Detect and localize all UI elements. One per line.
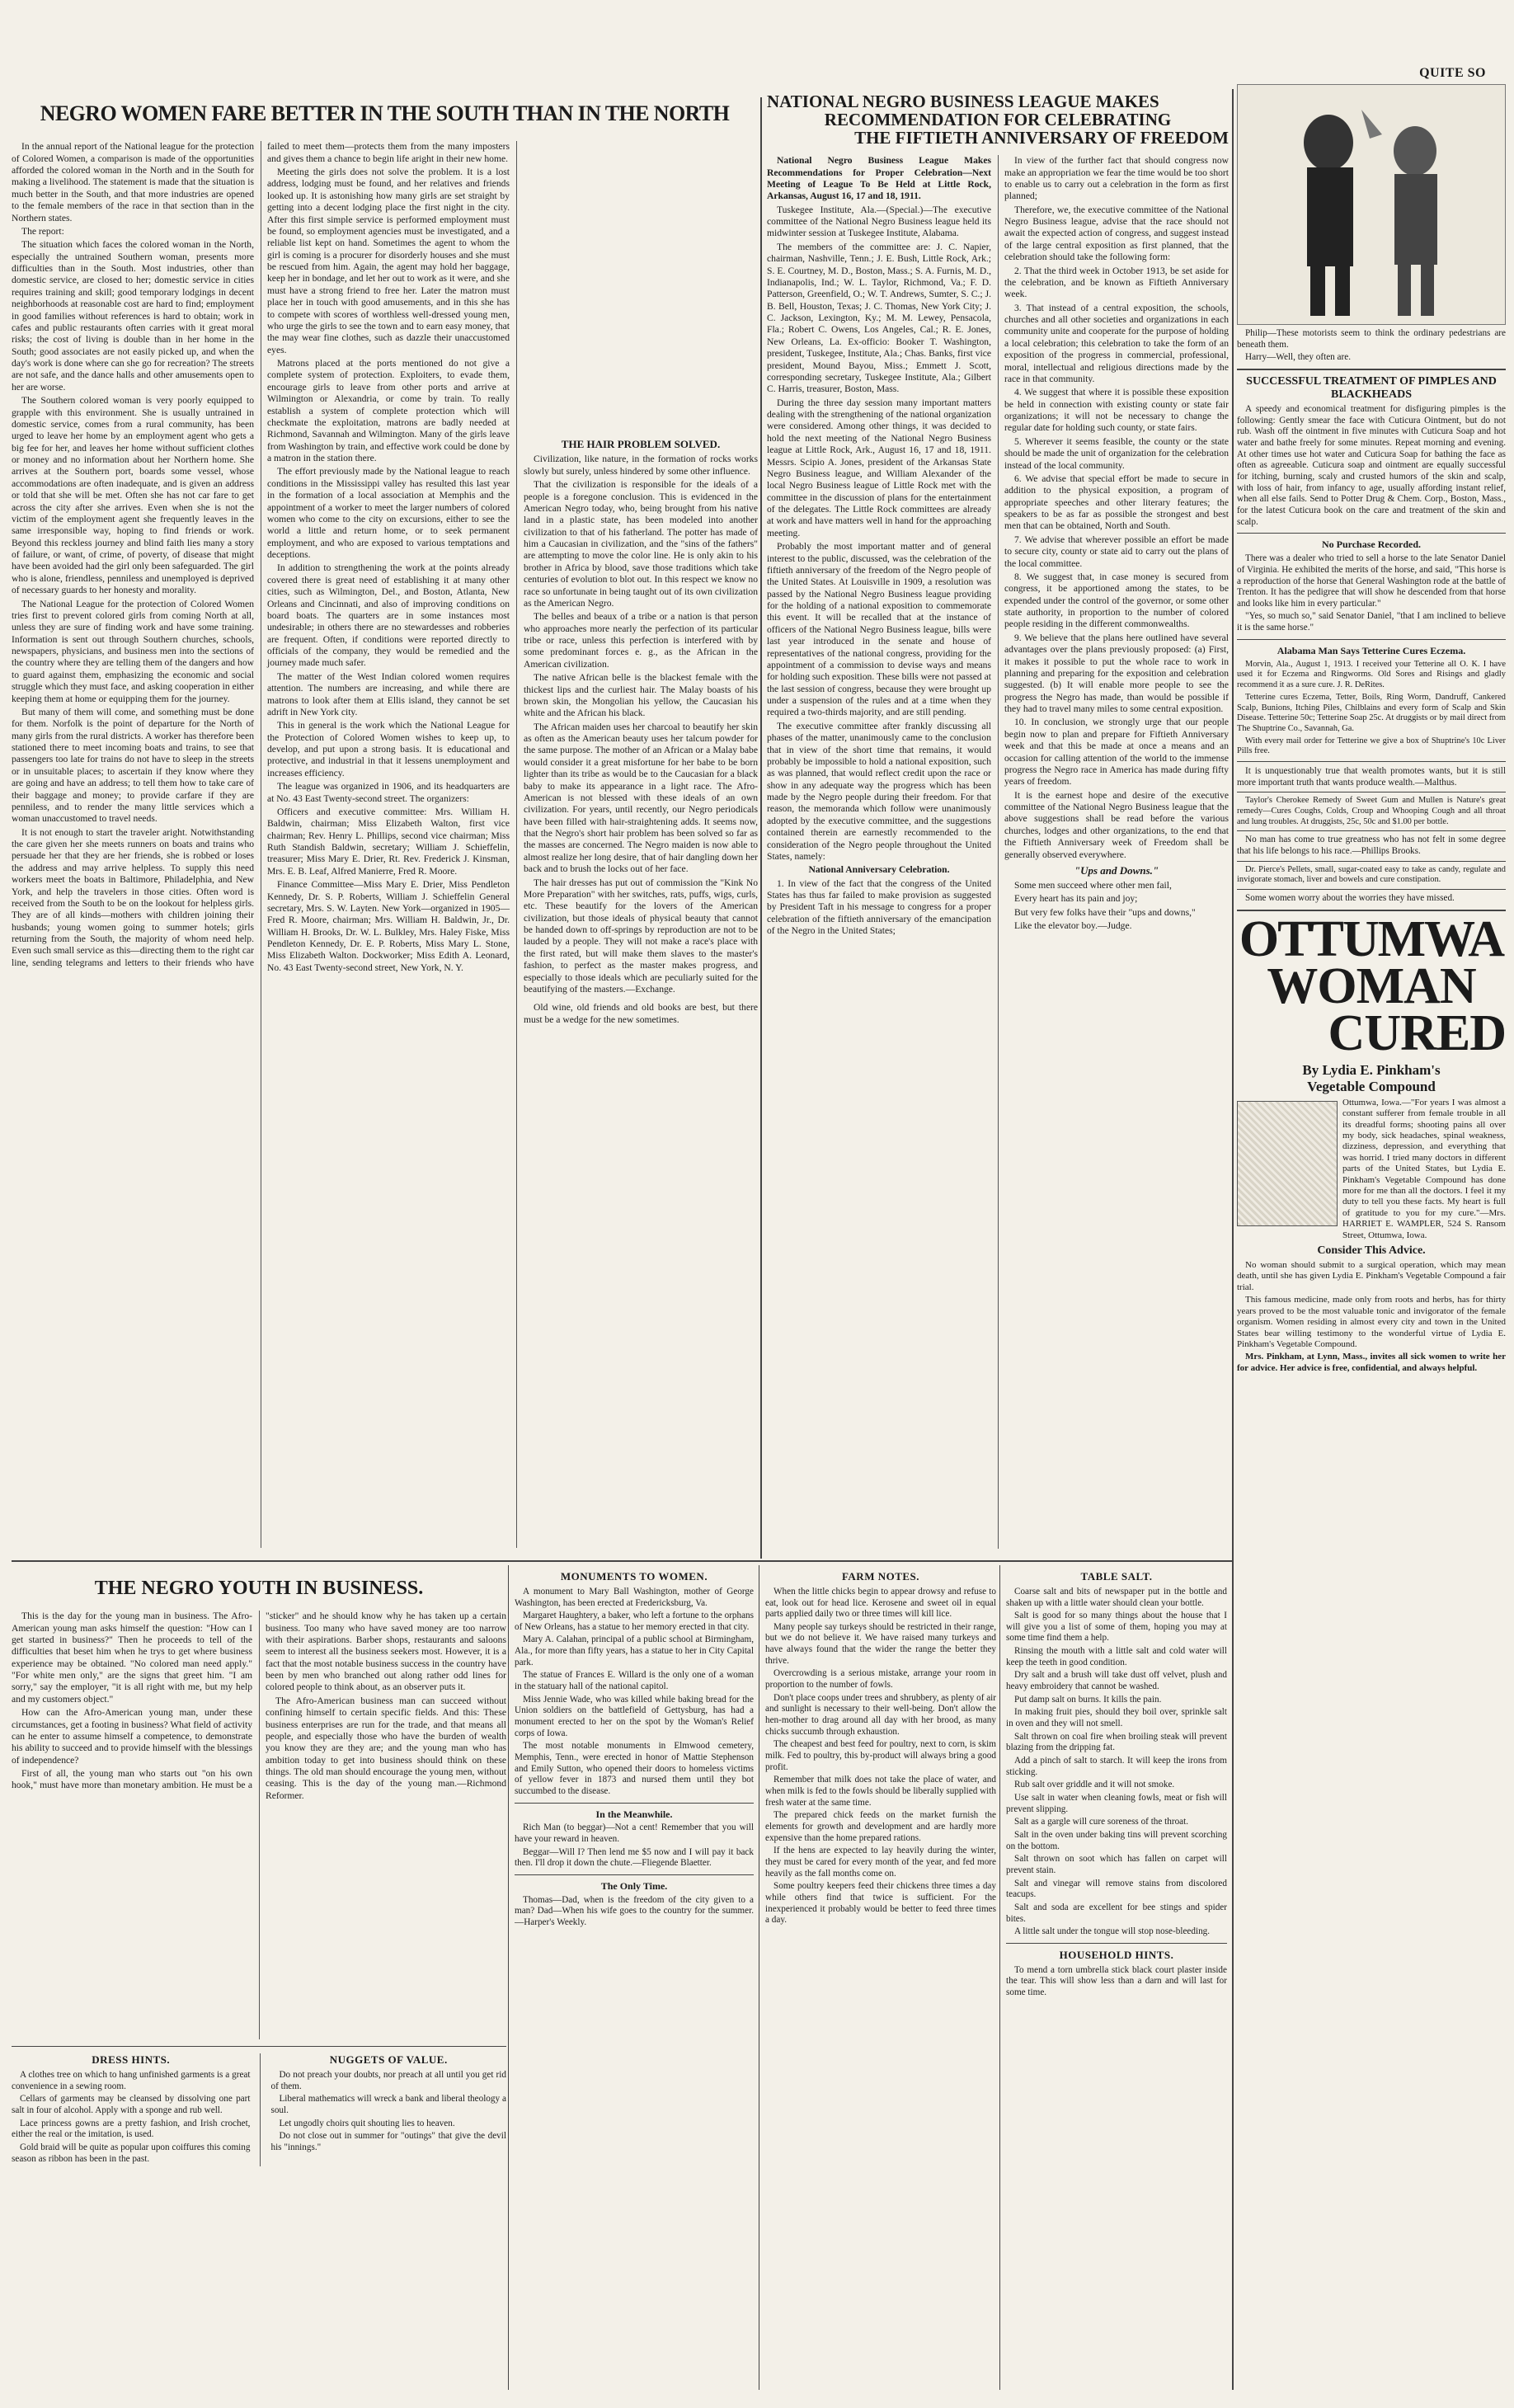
- farm-notes-column: [765, 1570, 996, 2387]
- ups-downs-title: "Ups and Downs.": [1074, 863, 1159, 877]
- ottumwa-body: Ottumwa, Iowa.—"For years I was almost a constant sufferer from female trouble in all its dreadful forms; shooting pains all over my body, sick headaches, spinal weakness, dizziness, depression, and everything that was horrid. I tried many doctors in different parts of the United States, but Lydia E. Pinkham's Vegetable Compound has done more for me than all the doctors. I feel it my duty to tell you these facts. My heart is full of gratitude to you for my cure."—Mrs. HARRIET E. WAMPLER, 524 S. Ransom Street, Ottumwa, Iowa.: [1342, 1097, 1506, 1240]
- paragraph: The matter of the West Indian colored women requires attention. The numbers are increasing, and while there are matrons to look after them at Ellis island, they cannot be set adrift in New York city.: [267, 670, 510, 717]
- paragraph: Salt and vinegar will remove stains from discolored teacups.: [1006, 1878, 1227, 1900]
- consider-title: Consider This Advice.: [1317, 1244, 1426, 1258]
- paragraph: Let ungodly choirs quit shouting lies to heaven.: [279, 2118, 455, 2128]
- paragraph: Rinsing the mouth with a little salt and cold water will keep the teeth in good condition.: [1006, 1646, 1227, 1667]
- article-women-body: [12, 141, 510, 1548]
- paragraph: Officers and executive committee: Mrs. William H. Baldwin, chairman; Miss Elizabeth Walton, first vice chairman; Rev. Henry L. Phillips, second vice chairman; Miss Ruth Standish Baldwin, secretary; William J. Schieffelin, treasurer; Miss Mary E. Drier, Rt. Rev. Frederick J. Kinsman, Mrs. E. B. Leaf, Alfred Manierre, Fred R. Moore.: [267, 806, 510, 877]
- paragraph: This is the day for the young man in business. The Afro-American young man asks himself the question: "How can I get started in business?" Then he proceeds to tell of the difficulties that beset him when he trys to get where business experience may be obtained. "No colored man need apply." "For white men only," are the signs that greet him. "I am sorry," say the employer, "it is all right with me, but my help and my customers object.": [12, 1611, 252, 1705]
- article-women-headline: NEGRO WOMEN FARE BETTER IN THE SOUTH THAN IN THE NORTH: [40, 101, 730, 125]
- tetterine-body: [1237, 660, 1506, 757]
- column-rule: [508, 1565, 509, 2390]
- paragraph: Salt as a gargle will cure soreness of the throat.: [1014, 1817, 1189, 1827]
- paragraph: Remember that milk does not take the place of water, and when milk is fed to the fowls should be liberally supplied with fresh water at the same time.: [765, 1775, 996, 1808]
- paragraph: 4. We suggest that where it is possible these exposition be held in connection with existing county or state fair organizations; it will not be necessary to change the regular date for holding such county, or state fairs.: [1004, 387, 1229, 434]
- paragraph: The most notable monuments in Elmwood cemetery, Memphis, Tenn., were erected in honor of Mattie Stephenson and Emily Sutton, who opened their doors to homeless victims of yellow fever in 1873 and nursed them until they bot succumbed to the disease.: [515, 1741, 754, 1797]
- hair-article: [524, 141, 758, 1548]
- section-rule: [12, 1560, 1232, 1562]
- ottumwa-line2: WOMAN: [1267, 957, 1476, 1014]
- paragraph: Tuskegee Institute, Ala.—(Special.)—The executive committee of the National Negro Business league held its midwinter session at Tuskegee Institute, Alabama.: [767, 204, 991, 239]
- paragraph: Finance Committee—Miss Mary E. Drier, Miss Pendleton Kennedy, Dr. S. P. Roberts, William J. Schieffelin General secretary, Mrs. S. W. Layten. New York—organized in 1905—Fred R. Moore, chairman; Mrs. William H. Baldwin, Jr., Dr. William H. Brooks, Dr. W. L. Bulkley, Mrs. Haley Fiske, Miss Pendleton Kennedy, Dr. E. P. Roberts, Miss Mary L. Stone, Miss Elizabeth Walton. Dockworker; Miss Edith A. Leonard, No. 43 East Twenty-second street, New York, N. Y.: [267, 879, 510, 973]
- table-salt-column: [1006, 1570, 1227, 2387]
- woman-portrait: [1237, 1101, 1338, 1226]
- paragraph: Salt thrown on coal fire when broiling steak will prevent blazing from the dripping fat.: [1006, 1731, 1227, 1753]
- verse-line: Like the elevator boy.—Judge.: [1014, 920, 1132, 932]
- paragraph: The executive committee after frankly discussing all phases of the matter, unanimously came to the conclusion that in view of the short time that remains, it would probably be impossible to hold a national exposition, such as was planned, that would reflect credit upon the race or show in any adequate way the progress which has been made by the Negro people during their freedom. For that reason, the memoranda which follow were unanimously adopted by the executive committee, and the suggestions contained therein are earnestly recommended to the consideration of the Negro people throughout the United States, namely:: [767, 720, 991, 862]
- paragraph: Morvin, Ala., August 1, 1913. I received your Tetterine all O. K. I have used it for Eczema and Ringworms. Old Sores and Risings and gladly recommend it as a sure cure. J. R. DeRites.: [1237, 659, 1506, 690]
- paragraph: The National League for the protection of Colored Women tries first to prevent colored girls from coming North at all, unless they are sure of finding work and have some training. Information is sent out through Southern churches, schools, newspapers, physicians, and business men into the sections of the country where they are telling them of the dangers and how to guard against them, emphasizing the economic and social struggle which they must face, and asking cooperation in either keeping them at home or equipping them for the journey.: [12, 598, 254, 704]
- pellets-ad: Dr. Pierce's Pellets, small, sugar-coated easy to take as candy, regulate and invigorate stomach, liver and bowels and cure constipation.: [1237, 864, 1506, 885]
- paragraph: Matrons placed at the ports mentioned do not give a complete system of protection. Exploiters, to evade them, encourage girls to leave from other ports and arrive at Wilmington or Alexandria, or come by train. To really establish a system of complete protection which will checkmate the exploitation, matrons are badly needed at Richmond, Savannah and Wilmington. Many of the girls leave from Washington by train, and effective work could be done by a matron in the station there.: [267, 358, 510, 464]
- paragraph: The native African belle is the blackest female with the thickest lips and the curliest hair. The Malay boasts of his brown skin, the Mongolian his yellow, the Caucasian his white and the African his black.: [524, 672, 758, 719]
- paragraph: Mrs. Pinkham, at Lynn, Mass., invites all sick women to write her for advice. Her advice is free, confidential, and always helpful.: [1237, 1352, 1506, 1373]
- quite-so-title: QUITE SO: [1419, 66, 1486, 80]
- purchase-headline: No Purchase Recorded.: [1321, 539, 1422, 551]
- paragraph: In the annual report of the National league for the protection of Colored Women, a comparison is made of the opportunities afforded the colored woman in the North and in the South for making a livelihood. The statement is made that the situation is much better in the South, and that more industries are opened to the female members of the race in that section than in the Northern states.: [12, 141, 254, 223]
- paragraph: Cellars of garments may be cleansed by dissolving one part salt in four of alcohol. Apply with a sponge and rub well.: [12, 2094, 251, 2116]
- paragraph: 1. In view of the fact that the congress of the United States has thus far failed to make provision as suggested by President Taft in his message to congress for a proper celebration of the fiftieth anniversary of the emancipation of the Negro in the United States;: [767, 877, 991, 937]
- paragraph: 6. We advise that special effort be made to secure in addition to the physical exposition, a program of appropriate speeches and other literary features; the speakers to be as far as possible the strongest and best men that can be obtained, North and South.: [1004, 473, 1229, 532]
- cartoon-caption: [1237, 328, 1506, 364]
- paragraph: But many of them will come, and something must be done for them. Norfolk is the point of departure for the North of many girls from the rural districts. A worker has therefore been stationed there to meet incoming boats and trains, to see that passengers too late for trains do not have to sleep in the streets or in unsuitable places; to ascertain if they know where they are going and have an address; to tell them how to take care of their baggage and money; to provide carfare if they are penniless, and to render the many little services which a woman unaccustomed to travel needs.: [12, 706, 254, 825]
- paragraph: That the civilization is responsible for the ideals of a people is a foregone conclusion. This is evidenced in the American Negro today, who, being brought from his native land in a plastic state, has been modeled into another civilization to that of his fatherland. The potter has made of him a Caucasian in civilization, and the "sins of the fathers" are attempting to move the color line. He is only akin to his brother in Africa by blood, save those traditions which take centuries of evolution to blot out. In this respect we know no race so unfortunate in being taught out of its own civilization as the American Negro.: [524, 479, 758, 609]
- paragraph: Salt and soda are excellent for bee stings and spider bites.: [1006, 1902, 1227, 1924]
- worry-note: Some women worry about the worries they have missed.: [1245, 893, 1455, 904]
- paragraph: A speedy and economical treatment for disfiguring pimples is the following: Gently smear the face with Cuticura Ointment, but do not rub. Wash off the ointment in five minutes with Cuticura Soap and hot water and bathe freely for some minutes. Repeat morning and evening. At other times use hot water and Cuticura Soap for bathing the face as often as agreeable. Cuticura soap and ointment are equally successful for itching, burning, scaly and crusted humors of the skin and scalp, with loss of hair, from infancy to age, usually affording instant relief, when all else fails. Send to Potter Drug & Chem. Corp., Boston, Mass., for the latest Cuticura book on the care and treatment of the skin and scalp.: [1237, 403, 1506, 527]
- paragraph: 8. We suggest that, in case money is secured from congress, it be apportioned among the states, to be expended under the control of the governor, or some other state authority, in proportion to the number of colored people residing in the different commonwealths.: [1004, 571, 1229, 630]
- ottumwa-line1: OTTUMWA: [1239, 910, 1504, 967]
- paragraph: Margaret Haughtery, a baker, who left a fortune to the orphans of New Orleans, has a statue to her memory erected in that city.: [515, 1611, 754, 1632]
- paragraph: Salt in the oven under baking tins will prevent scorching on the bottom.: [1006, 1829, 1227, 1851]
- paragraph: Some poultry keepers feed their chickens three times a day while others find that twice is sufficient. For the inexperienced it probably would be better to feed three times a day.: [765, 1881, 996, 1926]
- nuggets-title: NUGGETS OF VALUE.: [329, 2053, 448, 2067]
- paragraph: The Afro-American business man can succeed without confining himself to certain specific fields. And this: These business enterprises are run for the trade, and that means all people, and especially those who have the burden of wealth you know they are they are; and the young man who has ambition today to get into business should think on these things. The old man should encourage the young men, without ceasing. This is the day of the young man.—Richmond Reformer.: [266, 1695, 506, 1801]
- paragraph: Therefore, we, the executive committee of the National Negro Business league, advise that the race should not await the expected action of congress, and suggest instead of the large central exposition as first planned, that the celebration should take the following form:: [1004, 204, 1229, 263]
- paragraph: First of all, the young man who starts out "on his own hook," must have more than monetary ambition. He must be a "sticker" and he should know why he has taken up a certain business. Too many who have saved money are too narrow with their aspirations. Barber shops, restaurants and saloons seem to interest all the business seekers most. However, it is a fact that the most notable business success in the country have been by men who branched out along rather odd lines for colored people to think about, as an observer puts it.: [12, 1611, 506, 1791]
- monuments-column: [515, 1570, 754, 2387]
- paragraph: 5. Wherever it seems feasible, the county or the state should be made the unit of organization for the celebration instead of the local community.: [1004, 435, 1229, 471]
- paragraph: Salt thrown on soot which has fallen on carpet will prevent stain.: [1006, 1854, 1227, 1875]
- paragraph: The members of the committee are: J. C. Napier, chairman, Nashville, Tenn.; J. E. Bush, Little Rock, Ark.; S. E. Courtney, M. D., Boston, Mass.; S. A. Furnis, M. D., Indianapolis, Ind.; W. L. Taylor, Richmond, Va.; F. D. Patterson, Greenfield, O.; W. T. Andrews, Sumter, S. C.; J. B. Bell, Houston, Texas; J. C. Thomas, New York City; J. C. Jackson, Lexington, Ky.; M. M. Lewey, Pensacola, Fla.; Robert C. Owens, Los Angeles, Cal.; R. E. Jones, New Orleans, La. Ex-officio: Booker T. Washington, president, Tuskegee, Institute, Ala.; Chas. Banks, first vice president, Mound Bayou, Miss.; Emmett J. Scott, corresponding secretary, Tuskegee Institute, Ala.; Gilbert C. Harris, treasurer, Boston, Mass.: [767, 241, 991, 395]
- byline-line1: By Lydia E. Pinkham's: [1302, 1061, 1441, 1078]
- only-time-title: The Only Time.: [600, 1879, 668, 1892]
- paragraph: 7. We advise that wherever possible an effort be made to secure city, county or state aid to carry out the plans of the local committee.: [1004, 534, 1229, 569]
- paragraph: In view of the further fact that should congress now make an appropriation we fear the time would be too short to enable us to carry out a celebration in the form as first planned;: [1004, 155, 1229, 202]
- verse-line: Some men succeed where other men fail,: [1014, 880, 1172, 891]
- column-rule: [1232, 89, 1234, 2390]
- ottumwa-byline: [1237, 1062, 1506, 1095]
- verse-line: Every heart has its pain and joy;: [1014, 893, 1138, 905]
- article-women-south: [12, 82, 758, 1559]
- paragraph: The African maiden uses her charcoal to beautify her skin as often as the American beauty uses her talcum powder for the same purpose. The mother of an African or a Malay babe would consider it a great misfortune for her babe to be born lighter than its tribe as would be to the Caucasian for a black baby to make its appearance in a light race. The Afro-American is not blessed with these ideals of an own civilization. For years, until recently, our Negro periodicals have been filled with hair-straightening adds. It seems now, that the Negro's short hair problem has been solved so far as the masses are concerned. The Negro maiden is now able to almost realize her long desire, that of hair dangling down her back and to brush the locks out of her face.: [524, 721, 758, 875]
- paragraph: This famous medicine, made only from roots and herbs, has for thirty years proved to be the most valuable tonic and invigorator of the female organism. Women residing in almost every city and town in the United States bear willing testimony to the wonderful virtue of Lydia E. Pinkham's Vegetable Compound.: [1237, 1295, 1506, 1349]
- paragraph: To mend a torn umbrella stick black court plaster inside the tear. This will show less than a darn and will last for some time.: [1006, 1964, 1227, 1998]
- paragraph: 2. That the third week in October 1913, be set aside for the celebration, and be known as Fiftieth Anniversary week.: [1004, 265, 1229, 300]
- right-column: [1237, 66, 1506, 2392]
- paragraph: National Anniversary Celebration.: [808, 864, 950, 876]
- paragraph: 10. In conclusion, we strongly urge that our people begin now to plan and prepare for Fiftieth Anniversary week and that this be made at once a means and an occasion for calling attention of the world to the immense progress the Negro race in America has made during fifty years of freedom.: [1004, 717, 1229, 788]
- paragraph: Tetterine cures Eczema, Tetter, Boils, Ring Worm, Dandruff, Cankered Scalp, Bunions, Itching Piles, Chilblains and every form of Scalp and Skin Disease. Tetterine 50c; Tetterine Soap 25c. At druggists or by mail direct from The Shuptrine Co., Savannah, Ga.: [1237, 692, 1506, 733]
- paragraph: Miss Jennie Wade, who was killed while baking bread for the Union soldiers on the battlefield of Gettysburg, has had a monument erected to her on the spot by the Woman's Relief corps of Iowa.: [515, 1694, 754, 1738]
- paragraph: Liberal mathematics will wreck a bank and liberal theology a soul.: [270, 2094, 506, 2116]
- league-headline-line1: NATIONAL NEGRO BUSINESS LEAGUE MAKES: [767, 92, 1159, 111]
- column-rule: [760, 97, 762, 1559]
- article-business-league: [767, 89, 1229, 1559]
- paragraph: The Southern colored woman is very poorly equipped to grapple with this environment. She is usually untrained in domestic service, comes from a rural community, has been urged to leave her home by an employment agent who gets a big fee for her, and leaves her home without sufficient clothes or money and no information about her Northern home. She arrives at the Southern port, boards some vessel, whose accommodations are often inadequate, and is given an address or told that she will be met. Often she has not car fare to get across the city after she arrives. Even when she is not the victim of the employment agent she frequently leaves in the same irresponsible way, hoping to find friends or work. Beyond this reckless journey and blind faith lies many a story of failure, or want, of crime, of poverty, of disease that might have been avoided had the girl only been safeguarded. The girl who is alone, friendless, penniless and unemployed is deprived of necessary guards to her honesty and morality.: [12, 395, 254, 596]
- league-headline: [767, 92, 1229, 147]
- paragraph: Overcrowding is a serious mistake, arrange your room in proportion to the number of fowls.: [765, 1668, 996, 1691]
- league-headline-line2: RECOMMENDATION FOR CELEBRATING: [824, 110, 1172, 130]
- cartoon-figures: [1238, 85, 1505, 324]
- league-headline-line3: THE FIFTIETH ANNIVERSARY OF FREEDOM: [854, 128, 1229, 148]
- paragraph: The belles and beaux of a tribe or a nation is that person who approaches more nearly the perfection of its particular tribe or race, unless this perfection is interfered with by some predominant forces e. g., as the African in the American civilization.: [524, 611, 758, 670]
- league-body: [767, 155, 1229, 1549]
- youth-headline: THE NEGRO YOUTH IN BUSINESS.: [94, 1578, 424, 1599]
- paragraph: The league was organized in 1906, and its headquarters are at No. 43 East Twenty-second street. The organizers:: [267, 781, 510, 804]
- cartoon-illustration: [1237, 84, 1506, 325]
- paragraph: Many people say turkeys should be restricted in their range, but we do not believe it. We have raised many turkeys and have always found that the wider the range the better they thrive.: [765, 1621, 996, 1666]
- dress-hints: [12, 2053, 250, 2166]
- paragraph: Old wine, old friends and old books are best, but there must be a wedge for the new sometimes.: [524, 1002, 758, 1025]
- caption-line: Harry—Well, they often are.: [1245, 352, 1352, 363]
- paragraph: Beggar—Will I? Then lend me $5 now and I will pay it back then. I'll drop it down the chute.—Fliegende Blaetter.: [515, 1846, 754, 1869]
- paragraph: The statue of Frances E. Willard is the only one of a woman in the statuary hall of the national capitol.: [515, 1670, 754, 1692]
- household-title: HOUSEHOLD HINTS.: [1059, 1948, 1174, 1961]
- paragraph: Rub salt over griddle and it will not smoke.: [1014, 1780, 1175, 1790]
- consider-body: [1237, 1260, 1506, 1374]
- hair-headline: THE HAIR PROBLEM SOLVED.: [561, 438, 721, 451]
- paragraph: In addition to strengthening the work at the points already covered there is great need of establishing it at many other cities, such as Wilmington, Del., and Boston, Atlanta, New Orleans and Cincinnati, and also of improving conditions on board boats. The quarters are in some instances most undesirable; in others there are no stewardesses and robberies are frequent. Often, if conditions were reported directly to officials of the company, they would be remedied and the journey made much safer.: [267, 562, 510, 669]
- paragraph: The cheapest and best feed for poultry, next to corn, is skim milk. Fed to poultry, this by-product will always bring a good profit.: [765, 1739, 996, 1772]
- paragraph: The report:: [21, 225, 64, 237]
- pimples-body: [1237, 404, 1506, 528]
- paragraph: How can the Afro-American young man, under these circumstances, get a footing in business? What field of activity can he enter to assume himself a competence, to demonstrate his ability to succeed and to provide himself with the blessings of independence?: [12, 1707, 252, 1766]
- paragraph: Do not close out in summer for "outings" that give the devil his "innings.": [270, 2131, 506, 2152]
- dress-title: DRESS HINTS.: [92, 2053, 171, 2067]
- nuggets-of-value: [270, 2053, 506, 2166]
- paragraph: It is not enough to start the traveler aright. Notwithstanding the care given her she meets runners on boats and trains who persuade her that they are her friends, she is robbed or loses the address and may arrive helpless. To supply this need workers meet the boats in Baltimore, Philadelphia, and New York, and help the travelers in those cities. Often word is received from the South to be on the lookout for helpless girls. They are of all kinds—mothers with children joining their husbands; young women going to summer hotels; girls returning from the South, the majority of whom need help. Even such small service as this—directing them to the right car line, sending telegrams and letters to their friends who have failed to meet them—protects them from the many imposters and gives them a chance to begin life aright in their new home.: [12, 141, 510, 968]
- paragraph: 3. That instead of a central exposition, the schools, churches and all other societies and organizations in each community unite and cooperate for the purpose of holding a local celebration; this celebration to take the form of an exposition of the progress in commercial, professional, moral, intellectual and religious directions made by the race in that community.: [1004, 302, 1229, 384]
- table-salt-title: TABLE SALT.: [1080, 1570, 1153, 1583]
- paragraph: Thomas—Dad, when is the freedom of the city given to a man? Dad—When his wife goes to the country for the summer.—Harper's Weekly.: [515, 1894, 754, 1927]
- ottumwa-ad-headline: [1237, 910, 1506, 1061]
- byline-line2: Vegetable Compound: [1307, 1078, 1436, 1094]
- paragraph: A monument to Mary Ball Washington, mother of George Washington, has been erected at Fredericksburg, Va.: [515, 1586, 754, 1608]
- monuments-title: MONUMENTS TO WOMEN.: [560, 1570, 708, 1583]
- paragraph: With every mail order for Tetterine we give a box of Shuptrine's 10c Liver Pills free.: [1237, 736, 1506, 756]
- paragraph: Probably the most important matter and of general interest to the public, discussed, was the celebration of the fiftieth anniversary of the freedom of the Negro people of the United States. At Louisville in 1909, a resolution was passed by the National Negro Business league providing for the holding of a national exposition to commemorate this event. It will be recalled that at the instance of officers of the National Negro Business league, bills were last year introduced in the senate and house of representatives of the national congress, providing for the appointment of a commission to devise ways and means for holding such exposition. These bills were not passed at the last session of congress, because they were brought up under a suspension of the rules and at a time when they required a two-thirds majority, and are still pending.: [767, 541, 991, 718]
- paragraph: If the hens are expected to lay heavily during the winter, they must be cared for every month of the year, and fed more heavily as the fall months come on.: [765, 1846, 996, 1879]
- caption-line: Philip—These motorists seem to think the ordinary pedestrians are beneath them.: [1237, 328, 1506, 350]
- paragraph: The effort previously made by the National league to reach conditions in the Mississippi valley has resulted this last year in the formation of a local association at Memphis and the appointment of a worker to meet the larger numbers of colored women who come to the city on excursions, either to see the world a little and return home, or to seek permanent employment, and who are exposed to various temptations and deceptions.: [267, 466, 510, 561]
- league-lead: National Negro Business League Makes Recommendations for Proper Celebration—Next Meeting of League To Be Held at Little Rock, Arkansas, August 16, 17 and 18, 1911.: [767, 155, 991, 202]
- column-rule: [999, 1565, 1000, 2390]
- pimples-headline: SUCCESSFUL TREATMENT OF PIMPLES AND BLACKHEADS: [1246, 374, 1497, 401]
- paragraph: The prepared chick feeds on the market furnish the elements for growth and development and are hardly more expensive than the home prepared rations.: [765, 1810, 996, 1843]
- paragraph: The situation which faces the colored woman in the North, especially the untrained Southern woman, presents more difficulties than in the South. Most industries, other than domestic service, are closed to her; domestic service in cities requires training and skill; good temporary lodgings in decent neighborhoods at reasonable cost are hard to find; employment in good families without references is hard to obtain; work in cafes and public restaurants often carries with it great moral risks; the cost of living is double than in her home in the South; good associates are not easily picked up, and when the day's work is done where can she go for recreation? The streets are not safe, and the dance halls and other amusements open to her are worse.: [12, 239, 254, 393]
- paragraph: Dry salt and a brush will take dust off velvet, plush and heavy embroidery that cannot be washed.: [1006, 1670, 1227, 1692]
- paragraph: Civilization, like nature, in the formation of rocks works slowly but surely, unless hindered by some other influence.: [524, 454, 758, 477]
- paragraph: When the little chicks begin to appear drowsy and refuse to eat, look out for head lice. Kerosene and sweet oil in equal parts applied daily two or three times will kill lice.: [765, 1586, 996, 1620]
- cherokee-ad: Taylor's Cherokee Remedy of Sweet Gum and Mullen is Nature's great remedy—Cures Coughs, Colds, Croup and Whooping Cough and all throat and lung troubles. At druggists, 25c, 50c and $1.00 per bottle.: [1237, 796, 1506, 826]
- paragraph: Gold braid will be quite as popular upon coiffures this coming season as ribbon has been in the past.: [12, 2142, 251, 2164]
- paragraph: Rich Man (to beggar)—Not a cent! Remember that you will have your reward in heaven.: [515, 1822, 754, 1844]
- verse-line: But very few folks have their "ups and downs,": [1014, 906, 1196, 918]
- paragraph: No woman should submit to a surgical operation, which may mean death, until she has given Lydia E. Pinkham's Vegetable Compound a fair trial.: [1237, 1260, 1506, 1292]
- paragraph: "Yes, so much so," said Senator Daniel, "that I am inclined to believe it is the same horse.": [1237, 611, 1506, 633]
- paragraph: Do not preach your doubts, nor preach at all until you get rid of them.: [270, 2070, 506, 2091]
- paragraph: This in general is the work which the National League for the Protection of Colored Women wishes to keep up, to develop, and put upon a strong basis. It is educational and protective, and industrial in that it lessens unemployment and increases efficiency.: [267, 720, 510, 778]
- misc-notes: [1237, 766, 1506, 905]
- paragraph: In making fruit pies, should they boil over, sprinkle salt in oven and they will not smell.: [1006, 1707, 1227, 1729]
- purchase-body: [1237, 553, 1506, 634]
- paragraph: The hair dresses has put out of commission the "Kink No More Preparation" with her switches, rats, puffs, wigs, curls, etc. These beautify for the lovers of the American civilization, but those ideals of physical beauty that cannot be handed down to off-springs by reproduction are not to be lauded by a people. They will not make a race's place with the first rated, but will make them slaves to the master's fashion, to perfect as the master makes progress, and especially to those ideals which are peculiarly suited for the beautifying of the masters.—Exchange.: [524, 877, 758, 995]
- paragraph: There was a dealer who tried to sell a horse to the late Senator Daniel of Virginia. He exhibited the merits of the horse, and said, "This horse is a reproduction of the horse that General Washington rode at the battle of Trenton. It has the pedigree that will show he descended from that horse and looks like him in every particular.": [1237, 553, 1506, 609]
- paragraph: During the three day session many important matters dealing with the strengthening of the national organization were considered. Among other things, it was decided to hold the next meeting of the National Negro Business league at Little Rock, Ark., August 16, 17 and 18, 1911. Messrs. Scipio A. Jones, president of the Arkansas State Negro Business league, and William Alexander of the local Negro Business league of Little Rock met with the committee in the discussion of plans for the entertainment of the delegates. The Little Rock committees are already at work and have matters well in hand for the approaching meeting.: [767, 397, 991, 539]
- paragraph: It is the earnest hope and desire of the executive committee of the National Negro Business league that the above suggestions shall be read before the various churches, lodges and other organizations, to the end that the Fiftieth Anniversary week of Freedom shall be generally observed everywhere.: [1004, 789, 1229, 860]
- paragraph: Don't place coops under trees and shrubbery, as plenty of air and sunlight is necessary to their well-being. Don't allow the hen-mother to drag around all day with her brood, as many chicks succumb through exhaustion.: [765, 1692, 996, 1737]
- paragraph: Use salt in water when cleaning fowls, meat or fish will prevent slipping.: [1006, 1793, 1227, 1814]
- quote: It is unquestionably true that wealth promotes wants, but it is still more important truth that wants produce wealth.—Malthus.: [1237, 765, 1506, 788]
- youth-article: [12, 1565, 506, 2390]
- ottumwa-line3: CURED: [1328, 1004, 1506, 1061]
- youth-body: [12, 1611, 506, 2039]
- brooks-quote: No man has come to true greatness who has not felt in some degree that his life belongs to his race.—Phillips Brooks.: [1237, 835, 1506, 856]
- tetterine-headline: Alabama Man Says Tetterine Cures Eczema.: [1277, 644, 1466, 656]
- paragraph: Salt is good for so many things about the house that I will give you a list of some of them, hoping you may at some time find them a help.: [1006, 1611, 1227, 1644]
- paragraph: Add a pinch of salt to starch. It will keep the irons from sticking.: [1006, 1756, 1227, 1777]
- farm-title: FARM NOTES.: [841, 1570, 920, 1583]
- meanwhile-title: In the Meanwhile.: [595, 1808, 673, 1820]
- paragraph: Coarse salt and bits of newspaper put in the bottle and shaken up with a little water should clean your bottle.: [1006, 1586, 1227, 1608]
- paragraph: Mary A. Calahan, principal of a public school at Birmingham, Ala., for more than fifty years, has a statue to her in City Capital park.: [515, 1634, 754, 1667]
- paragraph: A clothes tree on which to hang unfinished garments is a great convenience in a sewing room.: [12, 2070, 251, 2091]
- paragraph: A little salt under the tongue will stop nose-bleeding.: [1014, 1926, 1211, 1937]
- paragraph: Meeting the girls does not solve the problem. It is a lost address, lodging must be found, and her relatives and friends looked up. It is astonishing how many girls are set straight by getting into a decent lodging place the first night in the city. After this first simple service is performed employment must be found, so employment agencies must be investigated, and a reliable list kept on hand. Sometimes the agent to whom the girl is coming is a procurer for disorderly houses and she must be rescued from him. Again, the agent may hold her baggage, keep her in bondage, and let her out to work as it were, and she must have a strong friend to free her. Later the matron must place her in touch with good amusements, and in this she has to compete with scores of worthless well-dressed young men, who urge the girls to see the town and to earn easy money, that the may wear fine clothes, such as dazzle their unaccustomed eyes.: [267, 167, 510, 355]
- paragraph: Put damp salt on burns. It kills the pain.: [1014, 1694, 1162, 1705]
- paragraph: 9. We believe that the plans here outlined have several advantages over the plans previously proposed: (a) First, it makes it possible to put the whole race to work in planning and preparing for the exposition and celebration suggested. (b) It will enable more people to see the progress the Negro has made, than would be possible if they had to travel many miles to some central exposition.: [1004, 632, 1229, 715]
- paragraph: Lace princess gowns are a pretty fashion, and Irish crochet, either the real or the imitation, is used.: [12, 2118, 251, 2140]
